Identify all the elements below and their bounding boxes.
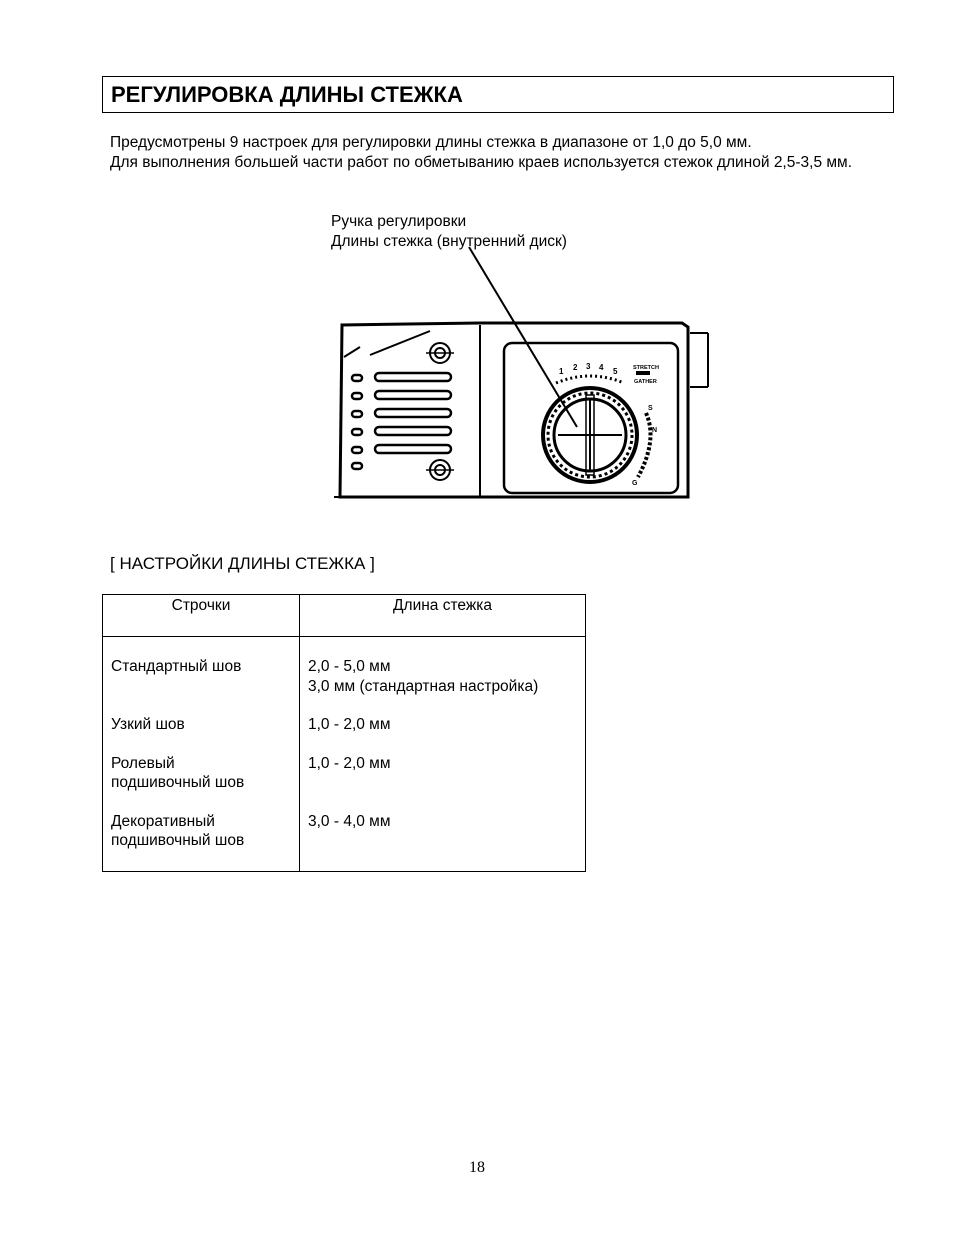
- length-cell: 3,0 - 4,0 мм: [300, 812, 586, 872]
- figure-caption-line-1: Ручка регулировки: [331, 213, 467, 230]
- header-stitches: Строчки: [103, 595, 300, 637]
- stitch-line-1: Ролевый: [111, 754, 175, 772]
- side-label-s: S: [648, 405, 653, 412]
- stitch-settings-table: [102, 594, 586, 872]
- stitch-line-2: подшивочный шов: [111, 832, 245, 849]
- screw-top: [426, 343, 454, 363]
- length-value: 2,0 - 5,0 мм: [308, 658, 391, 675]
- section-title: РЕГУЛИРОВКА ДЛИНЫ СТЕЖКА: [111, 82, 463, 107]
- section-title-box: [102, 76, 894, 113]
- settings-title: [ НАСТРОЙКИ ДЛИНЫ СТЕЖКА ]: [110, 554, 375, 573]
- table-row: [103, 812, 586, 872]
- dial-number-2: 2: [573, 363, 578, 372]
- stitch-line-1: Декоративный: [111, 812, 215, 830]
- intro-text: [110, 133, 890, 172]
- intro-line-1: Предусмотрены 9 настроек для регулировки длины стежка в диапазоне от 1,0 до 5,0 мм.: [110, 134, 752, 151]
- stitch-dial-illustration: [330, 245, 712, 507]
- dial-number-5: 5: [613, 367, 618, 376]
- header-length: Длина стежка: [300, 595, 586, 637]
- figure-caption-line-2: Длины стежка (внутренний диск): [331, 232, 567, 250]
- table-row: [103, 715, 586, 754]
- stitch-cell: Стандартный шов: [103, 637, 300, 716]
- length-cell: 1,0 - 2,0 мм: [300, 715, 586, 754]
- length-note: 3,0 мм (стандартная настройка): [308, 677, 539, 695]
- gather-label: GATHER: [634, 379, 657, 385]
- pointer-line: [469, 247, 577, 427]
- screw-bottom: [426, 460, 454, 480]
- table-row: [103, 637, 586, 716]
- stitch-line-2: подшивочный шов: [111, 774, 245, 791]
- stretch-label: STRETCH: [633, 365, 659, 371]
- length-cell: 1,0 - 2,0 мм: [300, 754, 586, 812]
- side-label-n: N: [652, 427, 658, 434]
- length-cell: [300, 637, 586, 716]
- stitch-cell: [103, 754, 300, 812]
- dial-scale: [556, 362, 659, 487]
- stitch-cell: Узкий шов: [103, 715, 300, 754]
- dial-number-3: 3: [586, 362, 591, 371]
- page-number: 18: [469, 1159, 485, 1176]
- table-header-row: [103, 595, 586, 637]
- stitch-cell: [103, 812, 300, 872]
- table-row: [103, 754, 586, 812]
- dial-number-1: 1: [559, 367, 564, 376]
- intro-line-2: Для выполнения большей части работ по обметыванию краев используется стежок длиной 2,5-3,5 мм.: [110, 153, 852, 171]
- stitch-length-dial: [543, 388, 637, 482]
- dial-number-4: 4: [599, 363, 604, 372]
- vent-slots: [352, 373, 451, 469]
- side-label-g: G: [632, 480, 638, 487]
